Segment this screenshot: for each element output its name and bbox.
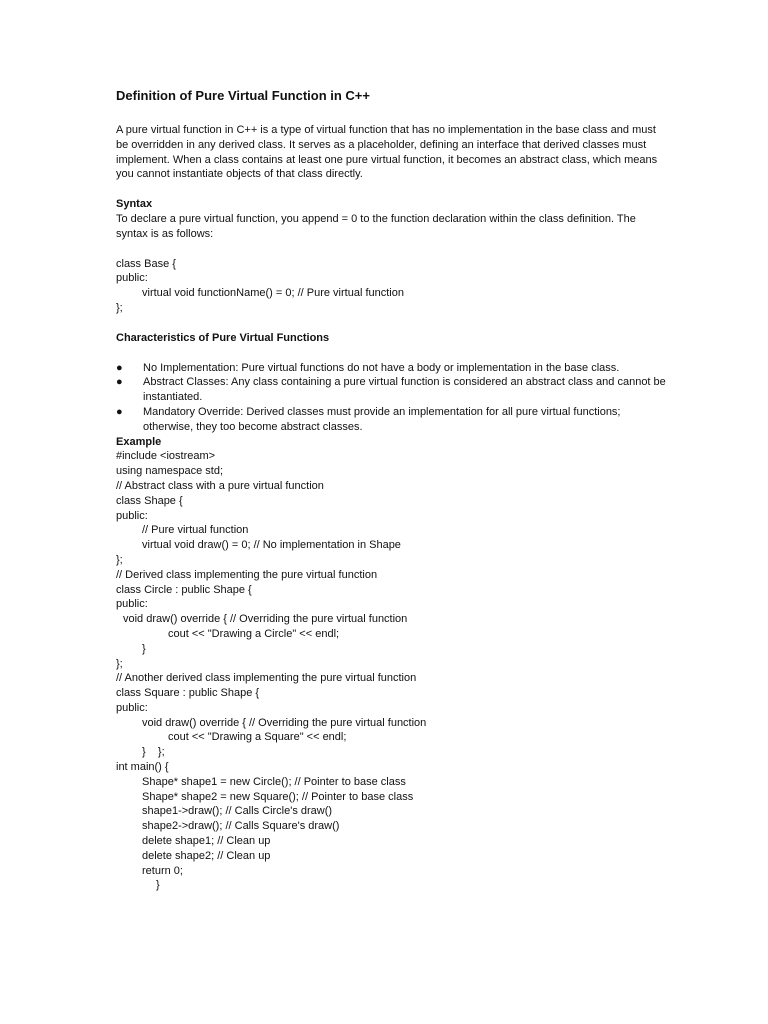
list-item <box>116 405 668 435</box>
code-line: }; <box>116 301 123 314</box>
code-line: delete shape1; // Clean up <box>142 835 271 848</box>
syntax-description: To declare a pure virtual function, you append = 0 to the function declaration within the class definition. The syntax is as follows: <box>116 212 636 240</box>
code-line: public: <box>116 598 148 611</box>
code-line: public: <box>116 509 148 522</box>
spacer <box>116 346 668 361</box>
spacer <box>116 316 668 331</box>
code-line: public: <box>116 272 148 285</box>
list-item <box>116 375 668 405</box>
bullet-icon: ● <box>116 376 123 389</box>
list-item-text: Mandatory Override: Derived classes must provide an implementation for all pure virtual functions; otherwise, they too become abstract classes. <box>143 405 621 433</box>
code-line: }; <box>116 657 123 670</box>
example-heading: Example <box>116 435 162 448</box>
code-line: void draw() override { // Overriding the pure virtual function <box>123 613 408 626</box>
code-line: public: <box>116 701 148 714</box>
code-line: cout << "Drawing a Circle" << endl; <box>168 627 340 640</box>
document-title: Definition of Pure Virtual Function in C++ <box>116 88 370 103</box>
code-line: virtual void functionName() = 0; // Pure virtual function <box>142 287 404 300</box>
code-line: virtual void draw() = 0; // No implementation in Shape <box>142 539 401 552</box>
code-line: // Pure virtual function <box>142 524 249 537</box>
code-line: shape1->draw(); // Calls Circle's draw() <box>142 805 333 818</box>
code-line: class Square : public Shape { <box>116 687 260 700</box>
characteristics-list <box>116 361 668 435</box>
code-line: void draw() override { // Overriding the pure virtual function <box>142 716 427 729</box>
example-code-block <box>116 449 668 893</box>
code-line: delete shape2; // Clean up <box>142 849 271 862</box>
code-line: class Shape { <box>116 494 183 507</box>
intro-paragraph: A pure virtual function in C++ is a type of virtual function that has no implementation in the base class and must be overridden in any derived class. It serves as a placeholder, defining an interface that derived classes must implement. When a class contains at least one pure virtual function, it becomes an abstract class, which means you cannot instantiate objects of that class directly. <box>116 124 658 181</box>
code-line: #include <iostream> <box>116 450 216 463</box>
spacer <box>116 242 668 257</box>
code-line: // Abstract class with a pure virtual function <box>116 479 324 492</box>
list-item <box>116 361 668 376</box>
syntax-code-block <box>116 257 668 316</box>
code-line: // Derived class implementing the pure virtual function <box>116 568 378 581</box>
code-line: }; <box>116 553 123 566</box>
bullet-icon: ● <box>116 405 123 418</box>
code-line: } <box>156 879 160 892</box>
list-item-text: Abstract Classes: Any class containing a pure virtual function is considered an abstract class and cannot be instantiated. <box>143 376 666 404</box>
code-line: class Base { <box>116 257 176 270</box>
bullet-icon: ● <box>116 361 123 374</box>
code-line: class Circle : public Shape { <box>116 583 252 596</box>
code-line: cout << "Drawing a Square" << endl; <box>168 731 347 744</box>
code-line: return 0; <box>142 864 183 877</box>
code-line: Shape* shape1 = new Circle(); // Pointer to base class <box>142 775 406 788</box>
code-line: } }; <box>142 746 165 759</box>
code-line: // Another derived class implementing the pure virtual function <box>116 672 417 685</box>
code-line: shape2->draw(); // Calls Square's draw() <box>142 820 340 833</box>
code-line: Shape* shape2 = new Square(); // Pointer to base class <box>142 790 414 803</box>
code-line: int main() { <box>116 761 169 774</box>
syntax-heading: Syntax <box>116 198 153 211</box>
characteristics-heading: Characteristics of Pure Virtual Functions <box>116 331 330 344</box>
spacer <box>116 182 668 197</box>
list-item-text: No Implementation: Pure virtual functions do not have a body or implementation in the base class. <box>143 361 620 374</box>
code-line: } <box>142 642 146 655</box>
code-line: using namespace std; <box>116 465 224 478</box>
